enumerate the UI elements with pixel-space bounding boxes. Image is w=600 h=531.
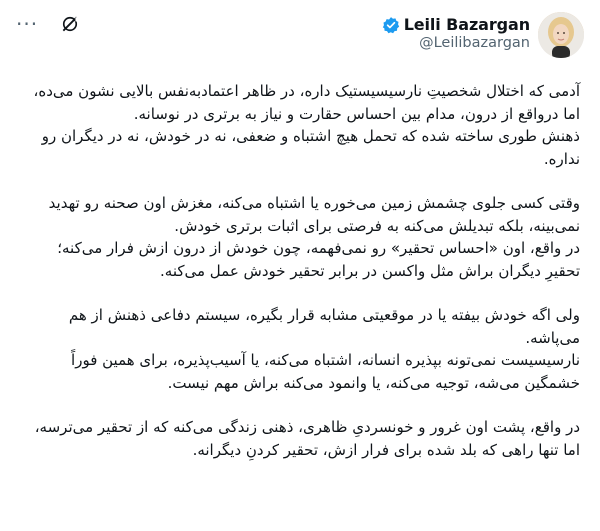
more-icon[interactable]: ···: [16, 12, 39, 36]
author-info: [382, 15, 530, 51]
text-line: در واقع، اون «احساس تحقیر» رو نمی‌فهمه، چون خودش از درون ازش فرار می‌کنه؛ تحقیرِ دیگران براش مثل واکسن در برابر تحقیر خودش عمل می‌کنه.: [57, 239, 580, 280]
paragraph-4: [26, 416, 580, 461]
tweet-tools: [16, 14, 80, 34]
author-handle[interactable]: @Leilibazargan: [419, 35, 530, 51]
text-line: در واقع، پشت اون غرور و خونسردیِ ظاهری، ذهنی زندگی می‌کنه که از تحقیر می‌ترسه، اما تنها راهی که بلد شده برای فرار ازش، تحقیر کردنِ دیگرانه.: [34, 418, 580, 459]
text-line: ذهنش طوری ساخته شده که تحمل هیچ اشتباه و ضعفی، نه در خودش، نه در دیگران رو نداره.: [41, 127, 580, 168]
display-name[interactable]: Leili Bazargan: [403, 15, 530, 34]
tweet-header: [16, 12, 584, 62]
verified-badge-icon: [382, 16, 400, 34]
tweet-text: [16, 80, 584, 461]
avatar[interactable]: [538, 12, 584, 58]
grok-icon[interactable]: [60, 14, 80, 34]
paragraph-2: [26, 192, 580, 282]
text-line: آدمی که اختلال شخصیتِ نارسیسیستیک داره، در ظاهر اعتمادبه‌نفس بالایی نشون می‌ده، اما درواقع از درون، مدام بین احساس حقارت و نیاز به برتری در نوسانه.: [33, 82, 580, 123]
avatar-image: [538, 12, 584, 58]
name-row: [382, 15, 530, 34]
text-line: وقتی کسی جلوی چشمش زمین می‌خوره یا اشتباه می‌کنه، مغزش اون صحنه رو تهدید نمی‌بینه، بلکه تبدیلش می‌کنه به فرصتی برای اثبات برتری خودش.: [48, 194, 580, 235]
paragraph-3: [26, 304, 580, 394]
text-line: ولی اگه خودش بیفته یا در موقعیتی مشابه قرار بگیره، سیستم دفاعی ذهنش از هم می‌پاشه.: [68, 306, 580, 347]
text-line: نارسیسیست نمی‌تونه بپذیره انسانه، اشتباه می‌کنه، یا آسیب‌پذیره، برای همین فوراً خشمگین می‌شه، توجیه می‌کنه، یا وانمود می‌کنه براش مهم نیست.: [71, 351, 580, 392]
paragraph-1: [26, 80, 580, 170]
